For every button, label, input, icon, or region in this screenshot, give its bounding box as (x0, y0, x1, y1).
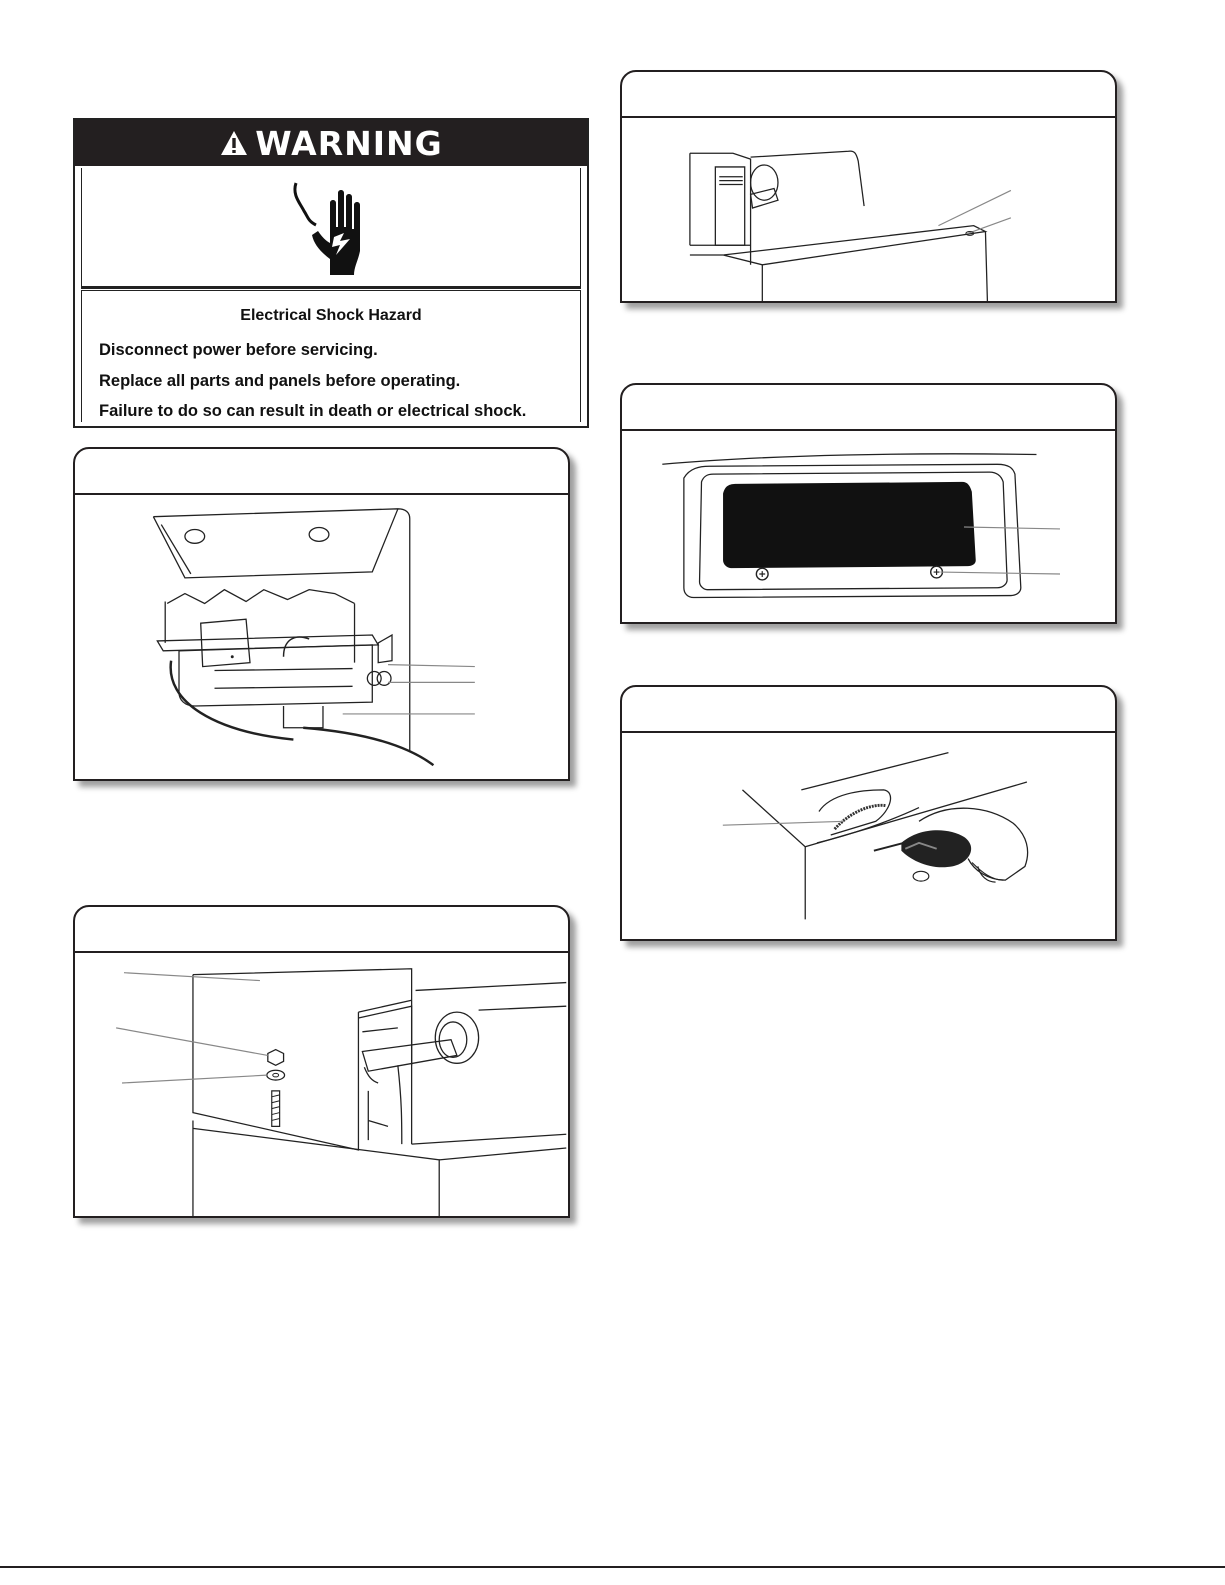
electrical-shock-hand-icon (286, 177, 376, 277)
figure-illustration (622, 118, 1115, 301)
pry-tool-illustration (622, 733, 1115, 939)
warning-line: Disconnect power before servicing. (99, 341, 378, 359)
alert-triangle-icon (219, 129, 249, 157)
warning-icon-area (81, 168, 581, 289)
warning-line: Failure to do so can result in death or electrical shock. (99, 402, 527, 420)
screw-icon (756, 568, 768, 580)
figure-dispenser-mount (73, 905, 570, 1218)
figure-illustration (622, 431, 1115, 622)
figure-dispenser-underside (73, 447, 570, 781)
figure-title (75, 907, 568, 953)
control-panel-illustration (622, 431, 1115, 622)
figure-title (622, 72, 1115, 118)
warning-box (73, 118, 589, 428)
warning-text-area (81, 290, 581, 422)
dryer-top-illustration (622, 118, 1115, 301)
figure-dispenser-top (620, 70, 1117, 303)
threaded-stud-icon (272, 1091, 280, 1126)
figure-illustration (75, 953, 568, 1216)
figure-pry-tool (620, 685, 1117, 941)
hazard-title: Electrical Shock Hazard (240, 307, 422, 324)
figure-title (622, 385, 1115, 431)
dispenser-underside-illustration (75, 495, 568, 779)
dispenser-mount-illustration (75, 953, 568, 1216)
page-bottom-rule (0, 1566, 1225, 1568)
warning-title: WARNING (255, 123, 443, 163)
figure-illustration (75, 495, 568, 779)
figure-illustration (622, 733, 1115, 939)
washer-icon (267, 1070, 285, 1080)
figure-title (622, 687, 1115, 733)
figure-control-panel (620, 383, 1117, 624)
warning-header (75, 120, 587, 166)
hex-nut-icon (268, 1050, 284, 1066)
warning-line: Replace all parts and panels before operating. (99, 372, 461, 390)
figure-title (75, 449, 568, 495)
